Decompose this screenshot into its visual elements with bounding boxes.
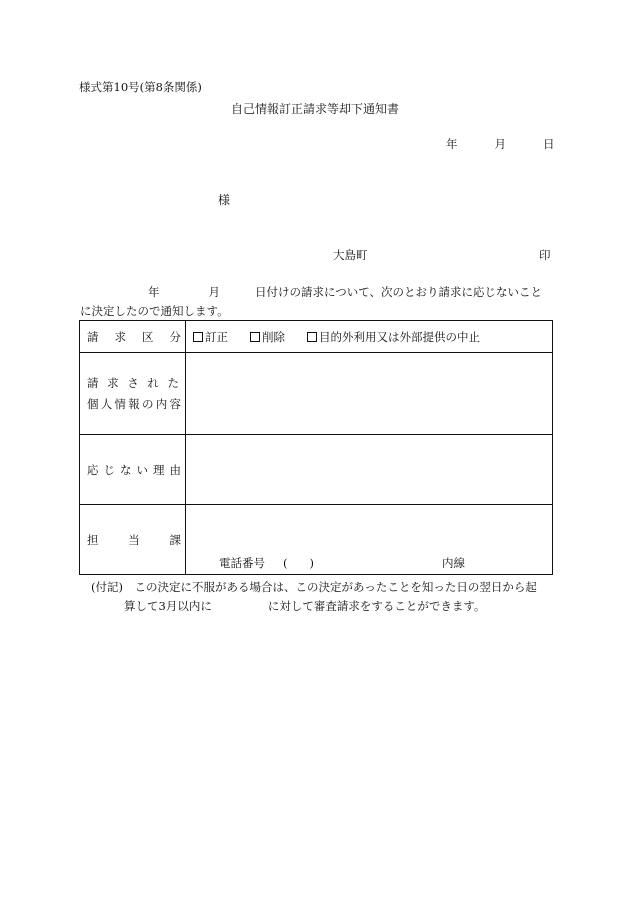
checkbox-icon[interactable] <box>193 332 203 342</box>
label-responsible-section <box>80 505 186 575</box>
date-year: 年 <box>446 137 458 151</box>
label-reason <box>80 435 186 505</box>
label-char: 理 <box>153 462 165 477</box>
label-char: 請 <box>87 329 99 344</box>
note-line-2 <box>124 601 485 613</box>
cell-reason <box>186 435 553 505</box>
row-reason <box>80 435 553 505</box>
note-line-1: (付記) この決定に不服がある場合は、この決定があったことを知った日の翌日から起 <box>91 580 537 594</box>
label-text <box>87 462 181 478</box>
note-line2-a: 算して3月以内に <box>124 599 212 613</box>
issuer-name: 大島町 <box>333 248 368 262</box>
label-char: 課 <box>169 532 181 547</box>
label-char: 当 <box>128 532 140 547</box>
body-month: 月 <box>208 285 220 299</box>
label-requested-info <box>80 353 186 435</box>
label-char: 個 <box>87 397 99 411</box>
label-char: 由 <box>169 462 181 477</box>
label-char: 区 <box>142 329 154 344</box>
label-char: 内 <box>155 397 168 411</box>
label-char: 容 <box>169 397 181 411</box>
label-char: 情 <box>114 397 126 411</box>
form-number: 様式第10号(第8条関係) <box>79 80 202 94</box>
cell-requested-info <box>186 353 553 435</box>
phone-label: 電話番号 <box>219 556 265 570</box>
option-deletion[interactable]: 削除 <box>250 329 285 345</box>
label-text <box>87 329 181 345</box>
label-char: な <box>120 462 132 477</box>
option-correction[interactable]: 訂正 <box>193 329 228 345</box>
label-text <box>87 375 179 391</box>
body-text-line-1 <box>148 287 542 299</box>
label-text <box>87 532 181 548</box>
body-line1-rest: 日付けの請求について、次のとおり請求に応じないこと <box>255 285 543 299</box>
option-usage-stop[interactable]: 目的外利用又は外部提供の中止 <box>307 329 480 345</box>
label-char: の <box>142 397 154 411</box>
label-text <box>87 396 181 412</box>
body-text-line-2: に決定したので通知します。 <box>80 304 229 318</box>
label-request-category <box>80 321 186 353</box>
seal-mark: 印 <box>539 248 551 262</box>
label-char: 分 <box>169 329 181 344</box>
cell-responsible-section <box>186 505 553 575</box>
label-char: い <box>136 462 148 477</box>
checkbox-icon[interactable] <box>250 332 260 342</box>
label-char: 応 <box>87 462 99 477</box>
label-char: 担 <box>87 532 99 547</box>
label-char: 求 <box>114 329 126 344</box>
phone-line <box>219 555 465 571</box>
label-char: れ <box>147 376 159 390</box>
note-line2-b: に対して審査請求をすることができます。 <box>267 599 486 613</box>
label-char: た <box>167 376 179 390</box>
extension-label: 内線 <box>442 556 465 570</box>
notice-table <box>79 320 553 575</box>
label-char: 請 <box>87 376 99 390</box>
label-char: さ <box>127 376 139 390</box>
label-char: 人 <box>100 397 113 411</box>
label-char: 求 <box>107 376 119 390</box>
row-responsible-section <box>80 505 553 575</box>
row-request-category <box>80 321 553 353</box>
cell-request-options <box>186 321 553 353</box>
phone-paren-close: ) <box>309 556 314 570</box>
date-day: 日 <box>543 137 555 151</box>
recipient-honorific: 様 <box>218 193 231 207</box>
body-year: 年 <box>148 285 160 299</box>
checkbox-icon[interactable] <box>307 332 317 342</box>
phone-paren-open: ( <box>283 556 288 570</box>
label-char: じ <box>103 462 115 477</box>
date-line <box>446 139 555 151</box>
label-char: 報 <box>128 397 140 411</box>
date-month: 月 <box>494 137 506 151</box>
row-requested-info <box>80 353 553 435</box>
document-title: 自己情報訂正請求等却下通知書 <box>230 102 399 116</box>
